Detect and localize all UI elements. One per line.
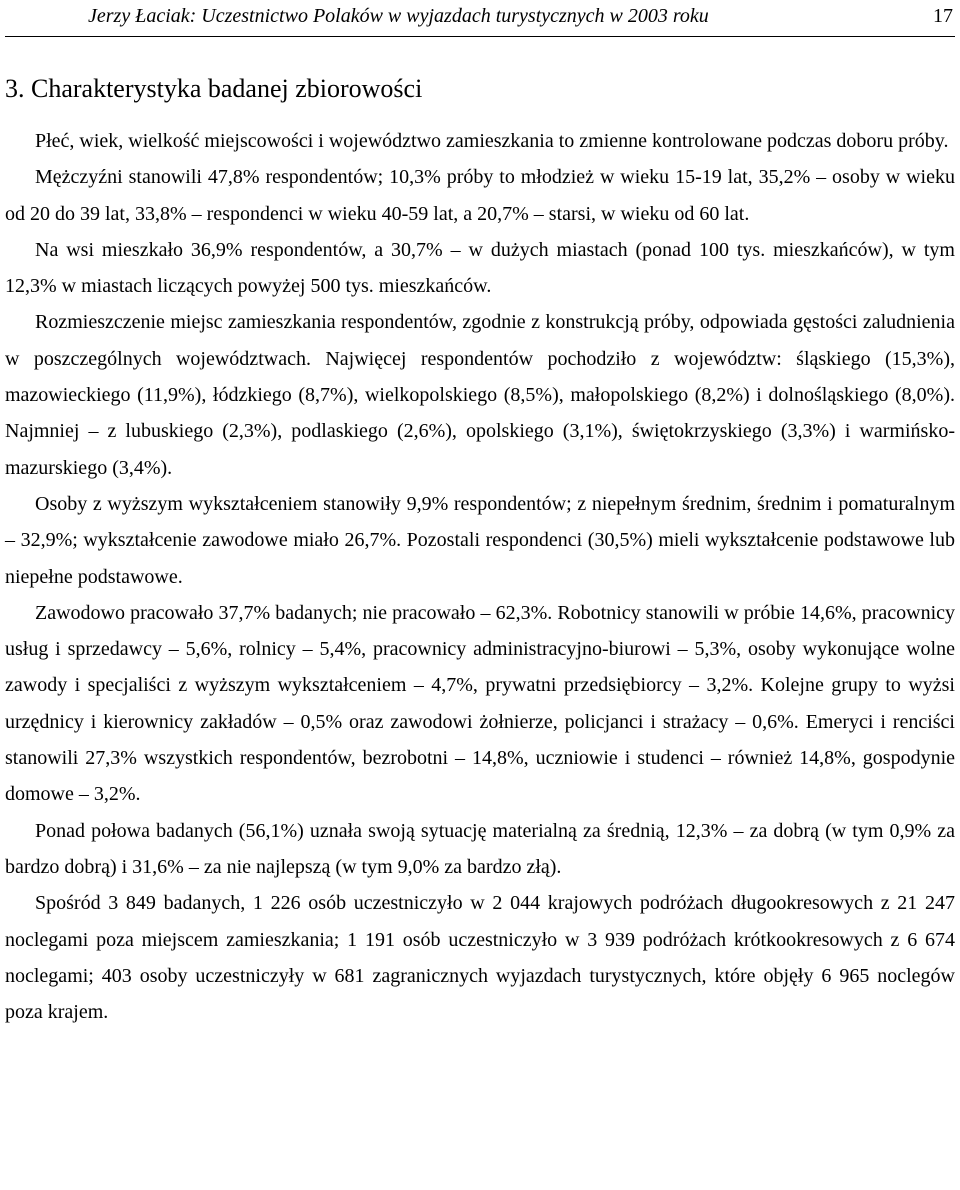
paragraph-travel-participation: Spośród 3 849 badanych, 1 226 osób uczestniczyło w 2 044 krajowych podróżach długookresowych z 21 247 noclegami poza miejscem zamieszkania; 1 191 osób uczestniczyło w 3 939 podróżach krótkookresowych z 6 674 noclegami; 403 osoby uczestniczyły w 681 zagranicznych wyjazdach turystycznych, które objęły 6 965 noclegów poza krajem. — [5, 892, 955, 1024]
page-number: 17 — [933, 5, 953, 27]
paragraph-voivodeships: Rozmieszczenie miejsc zamieszkania respondentów, zgodnie z konstrukcją próby, odpowiada gęstości zaludnienia w poszczególnych województwach. Najwięcej respondentów pochodziło z województw: śląskiego (15,3%), mazowieckiego (11,9%), łódzkiego (8,7%), wielkopolskiego (8,5%), małopolskiego (8,2%) i dolnośląskiego (8,0%). Najmniej – z lubuskiego (2,3%), podlaskiego (2,6%), opolskiego (3,1%), świętokrzyskiego (3,3%) i warmińskomazurskiego (3,4%). — [5, 311, 955, 479]
paragraph-material-situation: Ponad połowa badanych (56,1%) uznała swoją sytuację materialną za średnią, 12,3% – za dobrą (w tym 0,9% za bardzo dobrą) i 31,6% – za nie najlepszą (w tym 9,0% za bardzo złą). — [5, 819, 955, 878]
running-title: Jerzy Łaciak: Uczestnictwo Polaków w wyjazdach turystycznych w 2003 roku — [88, 5, 709, 27]
paragraph-place-of-residence: Na wsi mieszkało 36,9% respondentów, a 30,7% – w dużych miastach (ponad 100 tys. mieszkańców), w tym 12,3% w miastach liczących powyżej 500 tys. mieszkańców. — [5, 238, 955, 298]
paragraph-education: Osoby z wyższym wykształceniem stanowiły 9,9% respondentów; z niepełnym średnim, średnim i pomaturalnym – 32,9%; wykształcenie zawodowe miało 26,7%. Pozostali respondenci (30,5%) mieli wykształcenie podstawowe lub niepełne podstawowe. — [5, 492, 955, 588]
body-text — [5, 123, 955, 1030]
paragraph-sampling-controls: Płeć, wiek, wielkość miejscowości i województwo zamieszkania to zmienne kontrolowane podczas doboru próby. — [35, 130, 949, 152]
running-header — [5, 0, 955, 37]
document-page — [5, 0, 955, 1030]
section-heading: 3. Charakterystyka badanej zbiorowości — [5, 74, 423, 103]
paragraph-gender-age: Mężczyźni stanowili 47,8% respondentów; 10,3% próby to młodzież w wieku 15-19 lat, 35,2% – osoby w wieku od 20 do 39 lat, 33,8% – respondenci w wieku 40-59 lat, a 20,7% – starsi, w wieku od 60 lat. — [5, 166, 955, 225]
paragraph-employment: Zawodowo pracowało 37,7% badanych; nie pracowało – 62,3%. Robotnicy stanowili w próbie 14,6%, pracownicy usług i sprzedawcy – 5,6%, rolnicy – 5,4%, pracownicy administracyjno-biurowi – 5,3%, osoby wykonujące wolne zawody i specjaliści z wyższym wykształceniem – 4,7%, prywatni przedsiębiorcy – 3,2%. Kolejne grupy to wyżsi urzędnicy i kierownicy zakładów – 0,5% oraz zawodowi żołnierze, policjanci i strażacy – 0,6%. Emeryci i renciści stanowili 27,3% wszystkich respondentów, bezrobotni – 14,8%, uczniowie i studenci – również 14,8%, gospodynie domowe – 3,2%. — [5, 601, 955, 806]
